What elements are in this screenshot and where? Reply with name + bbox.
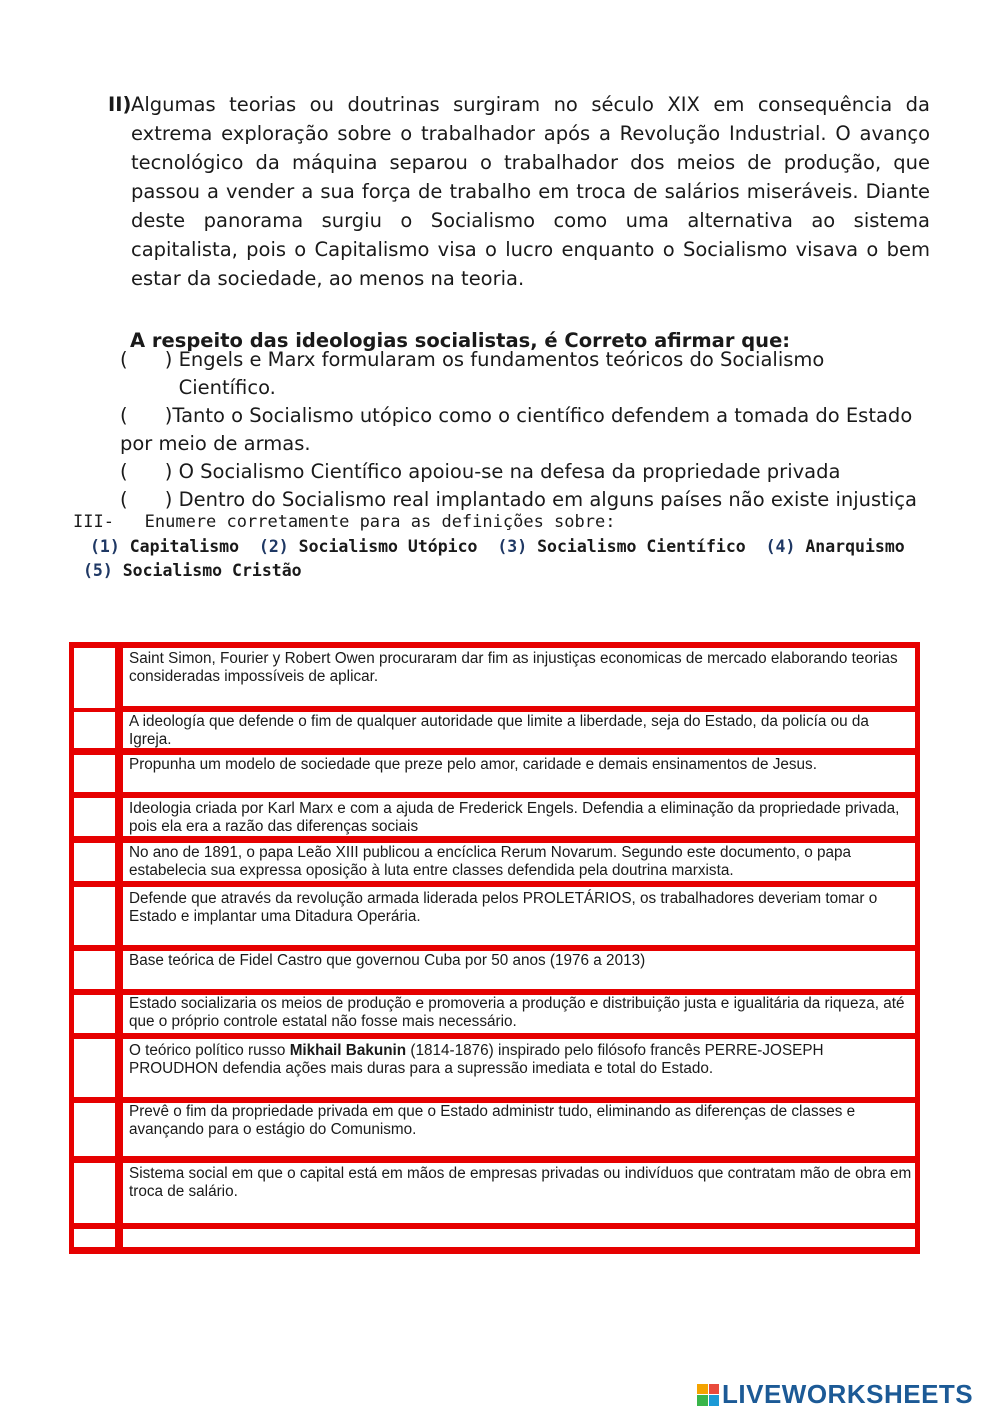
option-checkbox[interactable]: ( ) <box>120 348 179 371</box>
definition-text: Base teórica de Fidel Castro que governou Cuba por 50 anos (1976 a 2013) <box>129 952 646 969</box>
definition-text: Sistema social em que o capital está em mãos de empresas privadas ou indivíduos que contratam mão de obra em troca de salário. <box>129 1165 912 1200</box>
option-checkbox[interactable]: ( ) <box>120 488 179 511</box>
answer-input[interactable] <box>74 887 115 945</box>
answer-input[interactable] <box>74 1103 115 1156</box>
category-number: (4) <box>765 537 796 556</box>
category-name: Socialismo Utópico <box>298 537 478 556</box>
answer-input[interactable] <box>74 843 115 881</box>
category-number: (2) <box>258 537 289 556</box>
category-name: Socialismo Científico <box>537 537 746 556</box>
option-text: Dentro do Socialismo real implantado em alguns países não existe injustiça <box>178 488 917 511</box>
category-number: (3) <box>497 537 528 556</box>
question-number: II) <box>108 93 132 116</box>
logo-icon <box>697 1384 719 1406</box>
question-3-title: III- Enumere corretamente para as definições sobre: <box>73 512 616 532</box>
definition-text: Saint Simon, Fourier y Robert Owen procuraram dar fim as injustiças economicas de mercado elaborando teorias consideradas impossíveis de aplicar. <box>129 650 898 685</box>
answer-input[interactable] <box>74 1163 115 1223</box>
option-2[interactable] <box>120 402 920 458</box>
definition-text: Prevê o fim da propriedade privada em que o Estado administr tudo, eliminando as diferenças de classes e avançando para o estágio do Comunismo. <box>129 1103 856 1138</box>
definition-text: A ideología que defende o fim de qualquer autoridade que limite a liberdade, seja do Estado, da policía ou da Igreja. <box>129 713 869 748</box>
option-checkbox[interactable]: ( ) <box>120 460 179 483</box>
option-text: Engels e Marx formularam os fundamentos teóricos do Socialismo Científico. <box>178 348 825 399</box>
option-4[interactable] <box>120 486 920 514</box>
definition-text: Defende que através da revolução armada liderada pelos PROLETÁRIOS, os trabalhadores deveriam tomar o Estado e implantar uma Ditadura Operária. <box>129 890 878 925</box>
answer-input[interactable] <box>74 1229 115 1247</box>
option-1[interactable] <box>120 346 920 402</box>
answer-input[interactable] <box>74 1039 115 1097</box>
definition-text: O teórico político russo Mikhail Bakunin (1814-1876) inspirado pelo filósofo francês PERRE-JOSEPH PROUDHON defendia ações mais duras para a supressão imediata e total do Estado. <box>129 1042 824 1077</box>
answer-input[interactable] <box>74 798 115 836</box>
option-3[interactable] <box>120 458 920 486</box>
definitions-table <box>69 642 920 1254</box>
definition-text: No ano de 1891, o papa Leão XIII publicou a encíclica Rerum Novarum. Segundo este documento, o papa estabelecia sua expressa oposição à luta entre classes defendida pela doutrina marxista. <box>129 844 851 879</box>
definition-text: Estado socializaria os meios de produção e promoveria a produção e distribuição justa e igualitária da riqueza, até que o próprio controle estatal não fosse mais necessário. <box>129 995 905 1030</box>
question-prompt: A respeito das ideologias socialistas, é Correto afirmar que: <box>130 329 791 352</box>
logo-text: LIVEWORKSHEETS <box>722 1379 974 1409</box>
answer-input[interactable] <box>74 648 115 708</box>
category-number: (1) <box>90 537 120 556</box>
answer-input[interactable] <box>74 755 115 792</box>
category-list-continued <box>83 561 905 580</box>
question-paragraph: Algumas teorias ou doutrinas surgiram no século XIX em consequência da extrema exploração sobre o trabalhador após a Revolução Industrial. O avanço tecnológico da máquina separou o trabalhador dos meios de produção, que passou a vender a sua força de trabalho em troca de salários miseráveis. Diante deste panorama surgiu o Socialismo como uma alternativa ao sistema capitalista, pois o Capitalismo visa o lucro enquanto o Socialismo visava o bem estar da sociedade, ao menos na teoria. <box>131 93 930 290</box>
bakunin-name: Mikhail Bakunin <box>289 1042 407 1059</box>
category-name: Capitalismo <box>129 537 240 556</box>
category-number: (5) <box>83 561 113 580</box>
option-checkbox[interactable]: ( ) <box>120 404 173 427</box>
category-list <box>90 537 905 556</box>
answer-options <box>120 346 920 514</box>
category-name: Socialismo Cristão <box>122 561 302 580</box>
liveworksheets-logo <box>697 1379 973 1410</box>
option-text: Tanto o Socialismo utópico como o científico defendem a tomada do Estado por meio de armas. <box>120 404 913 455</box>
category-name: Anarquismo <box>805 537 905 556</box>
answer-input[interactable] <box>74 951 115 989</box>
definition-text: Ideologia criada por Karl Marx e com a ajuda de Frederick Engels. Defendia a eliminação da propriedade privada, pois ela era a razão das diferenças sociais <box>129 800 900 835</box>
question-2 <box>108 90 930 352</box>
question-3 <box>73 512 905 580</box>
answer-input[interactable] <box>74 712 115 748</box>
definition-text: Propunha um modelo de sociedade que preze pelo amor, caridade e demais ensinamentos de Jesus. <box>129 756 817 773</box>
definition-cell <box>123 1229 915 1247</box>
answer-input[interactable] <box>74 995 115 1033</box>
option-text: O Socialismo Científico apoiou-se na defesa da propriedade privada <box>178 460 841 483</box>
